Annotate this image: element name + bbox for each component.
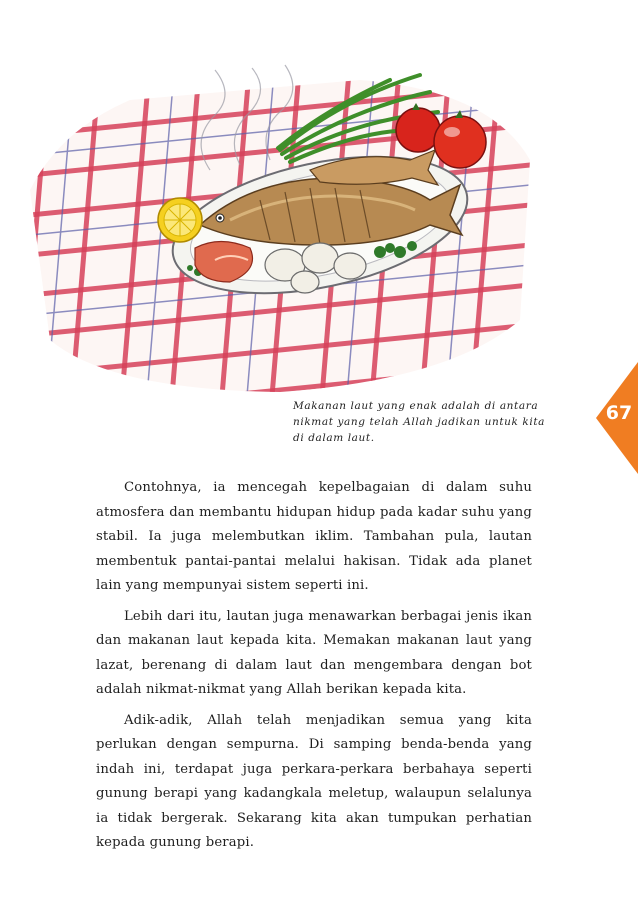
- body-text: [96, 476, 532, 862]
- caption-line-3: di dalam laut.: [293, 432, 375, 444]
- image-caption: [293, 398, 546, 446]
- seafood-illustration: [20, 20, 540, 400]
- caption-line-2: nikmat yang telah Allah jadikan untuk kita: [293, 416, 546, 428]
- paragraph-3: Adik-adik, Allah telah menjadikan semua yang kita perlukan dengan sempurna. Di samping benda-benda yang indah ini, terdapat juga perkara-perkara berbahaya seperti gunung berapi yang kadangkala meletup, walaupun selalunya ia tidak bergerak. Sekarang kita akan tumpukan perhatian kepada gunung berapi.: [96, 712, 532, 850]
- lemon-slice: [158, 198, 202, 242]
- caption-line-1: Makanan laut yang enak adalah di antara: [293, 400, 539, 412]
- paragraph-1: Contohnya, ia mencegah kepelbagaian di dalam suhu atmosfera dan membantu hidupan hidup pada kadar suhu yang stabil. Ia juga melembutkan iklim. Tambahan pula, lautan membentuk pantai-pantai melalui hakisan. Tidak ada planet lain yang mempunyai sistem seperti ini.: [96, 480, 532, 593]
- page-number: 67: [605, 402, 633, 424]
- paragraph-2: Lebih dari itu, lautan juga menawarkan berbagai jenis ikan dan makanan laut kepada kita. Memakan makanan laut yang lazat, berenang di dalam laut dan mengembara dengan bot adalah nikmat-nikmat yang Allah berikan kepada kita.: [96, 608, 532, 697]
